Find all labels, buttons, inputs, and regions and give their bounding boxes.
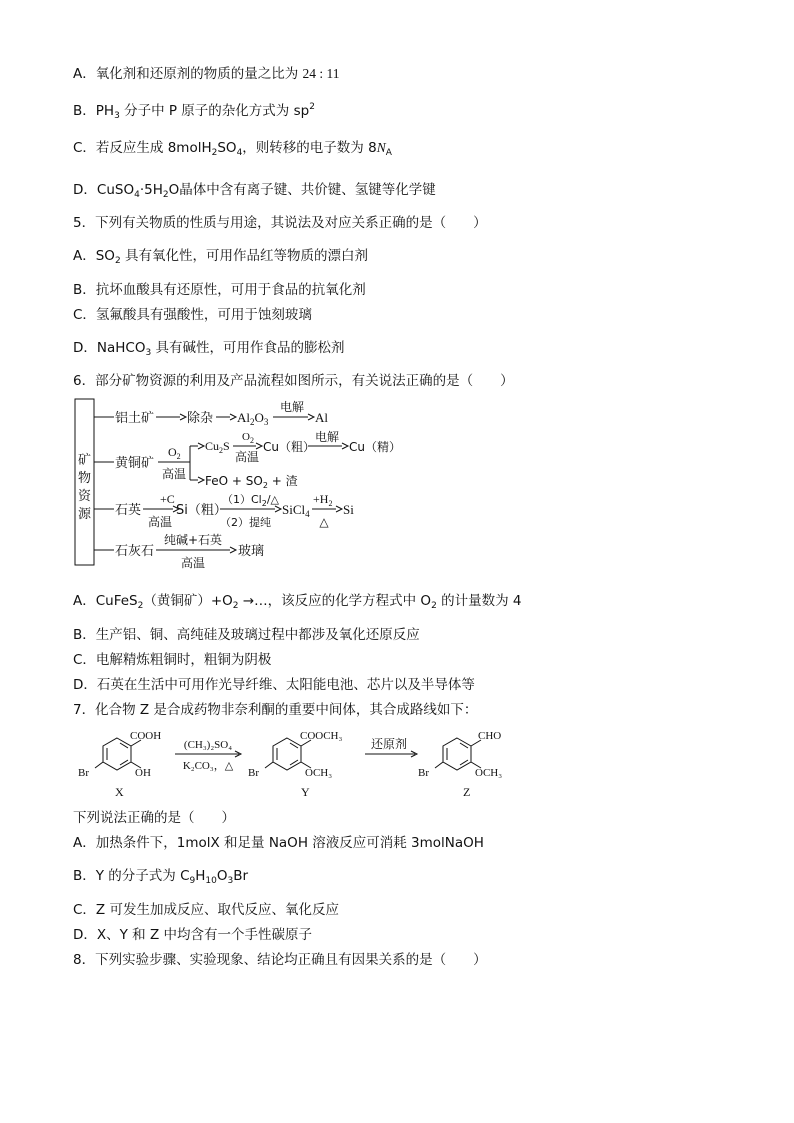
row4-source: 石灰石 bbox=[115, 544, 155, 559]
q5-option-d: D．NaHCO$_3$ 具有碱性，可用作食品的膨松剂 bbox=[73, 340, 345, 358]
row4-cond-top: 纯碱+石英 bbox=[163, 533, 223, 547]
row3-product: Si bbox=[343, 502, 354, 517]
row2-branch1: $Cu_2S$ bbox=[205, 439, 230, 455]
row1-mid: $Al_2O_3$ bbox=[237, 410, 269, 427]
row3-cond3-bottom: △ bbox=[319, 515, 329, 529]
step2-top: 还原剂 bbox=[370, 737, 408, 751]
row2-cond2-top: $O_2$ bbox=[242, 431, 254, 445]
row1-source: 铝土矿 bbox=[115, 411, 155, 426]
q7-question: 下列说法正确的是（ ） bbox=[73, 810, 235, 826]
y-top-group: COOCH₃ bbox=[300, 730, 343, 742]
row3-cond2-bottom: （2）提纯 bbox=[220, 516, 271, 529]
row2-refined: Cu（精） bbox=[349, 440, 401, 454]
q4-option-a: A．氧化剂和还原剂的物质的量之比为 24 : 11 bbox=[73, 66, 340, 82]
row3-cond1-top: +C bbox=[160, 492, 175, 506]
z-name: Z bbox=[463, 785, 471, 799]
z-right-group: OCH₃ bbox=[475, 767, 503, 779]
x-top-group: COOH bbox=[130, 730, 162, 742]
q7-option-a: A．加热条件下，1molX 和足量 NaOH 溶液反应可消耗 3molNaOH bbox=[73, 835, 484, 851]
q5-option-a: A．$SO_2$ 具有氧化性，可用作品红等物质的漂白剂 bbox=[73, 248, 368, 266]
row3-cond2-top: $(1)Cl_2/\triangle$ bbox=[222, 493, 280, 508]
row4-cond-bottom: 高温 bbox=[180, 556, 206, 570]
q6-option-b: B．生产铝、铜、高纯硅及玻璃过程中都涉及氧化还原反应 bbox=[73, 627, 420, 643]
q6-option-a: A．CuFeS$_2$（黄铜矿）$+O_2$ →…，该反应的化学方程式中 $O_2$ 的计量数为 4 bbox=[73, 593, 522, 611]
row3-source: 石英 bbox=[115, 503, 142, 518]
row2-cond-top: $O_2$ bbox=[168, 445, 181, 461]
q7-stem: 7．化合物 Z 是合成药物非奈利酮的重要中间体，其合成路线如下： bbox=[73, 702, 478, 718]
x-right-group: OH bbox=[135, 767, 151, 779]
q7-option-d: D．X、Y 和 Z 中均含有一个手性碳原子 bbox=[73, 927, 313, 943]
row3-cond1-bottom: 高温 bbox=[147, 515, 173, 529]
molecule-z bbox=[418, 730, 502, 799]
mineral-flow-diagram bbox=[70, 396, 401, 572]
row2-cond2-bottom: 高温 bbox=[234, 450, 260, 464]
q6-option-d: D．石英在生活中可用作光导纤维、太阳能电池、芯片以及半导体等 bbox=[73, 677, 475, 693]
x-left-group: Br bbox=[78, 767, 89, 779]
row1-product: Al bbox=[315, 410, 328, 425]
row2-cond3: 电解 bbox=[314, 430, 340, 444]
synthesis-scheme bbox=[75, 726, 520, 804]
q8-stem: 8．下列实验步骤、实验现象、结论均正确且有因果关系的是（ ） bbox=[73, 952, 487, 968]
q7-option-c: C．Z 可发生加成反应、取代反应、氧化反应 bbox=[73, 902, 339, 918]
row3-crude: Si（粗） bbox=[176, 503, 227, 518]
q6-option-c: C．电解精炼粗铜时，粗铜为阴极 bbox=[73, 652, 272, 668]
x-name: X bbox=[115, 785, 124, 799]
q5-stem: 5．下列有关物质的性质与用途，其说法及对应关系正确的是（ ） bbox=[73, 215, 487, 231]
row3-cond3-top: $+H_2$ bbox=[313, 492, 333, 508]
q5-option-c: C．氢氟酸具有强酸性，可用于蚀刻玻璃 bbox=[73, 307, 312, 323]
z-top-group: CHO bbox=[478, 730, 502, 742]
box-char-2: 物 bbox=[77, 471, 92, 486]
q7-option-b: B．Y 的分子式为 $C_9H_{10}O_3Br$ bbox=[73, 868, 249, 886]
box-char-4: 源 bbox=[77, 507, 92, 522]
row1-step: 除杂 bbox=[187, 411, 214, 426]
box-char-3: 资 bbox=[77, 489, 92, 504]
row2-cond-bottom: 高温 bbox=[161, 467, 187, 481]
molecule-y bbox=[248, 730, 343, 799]
box-char-1: 矿 bbox=[77, 453, 92, 468]
y-right-group: OCH₃ bbox=[305, 767, 333, 779]
q5-option-b: B．抗坏血酸具有还原性，可用于食品的抗氧化剂 bbox=[73, 282, 366, 298]
q4-option-c: C．若反应生成 $8molH_2SO_4$，则转移的电子数为 $8N_A$ bbox=[73, 140, 392, 158]
row4-product: 玻璃 bbox=[238, 544, 265, 559]
row2-crude: Cu（粗） bbox=[263, 440, 315, 454]
step1-bottom: K₂CO₃，△ bbox=[182, 760, 234, 772]
row2-source: 黄铜矿 bbox=[115, 456, 155, 471]
row2-branch2: FeO + $SO_2$ + 渣 bbox=[205, 474, 298, 490]
z-left-group: Br bbox=[418, 767, 429, 779]
step1-top: (CH₃)₂SO₄ bbox=[183, 739, 233, 751]
row1-cond: 电解 bbox=[279, 400, 305, 414]
y-left-group: Br bbox=[248, 767, 259, 779]
q6-stem: 6．部分矿物资源的利用及产品流程如图所示，有关说法正确的是（ ） bbox=[73, 373, 514, 389]
molecule-x bbox=[78, 730, 161, 799]
q4-option-d: D．$CuSO_4\cdot 5H_2O$晶体中含有离子键、共价键、氢键等化学键 bbox=[73, 182, 436, 200]
row3-mid: SiCl$_4$ bbox=[282, 502, 310, 519]
y-name: Y bbox=[301, 785, 310, 799]
q4-option-b: B．$PH_3$ 分子中 P 原子的杂化方式为 $sp^2$ bbox=[73, 102, 315, 121]
